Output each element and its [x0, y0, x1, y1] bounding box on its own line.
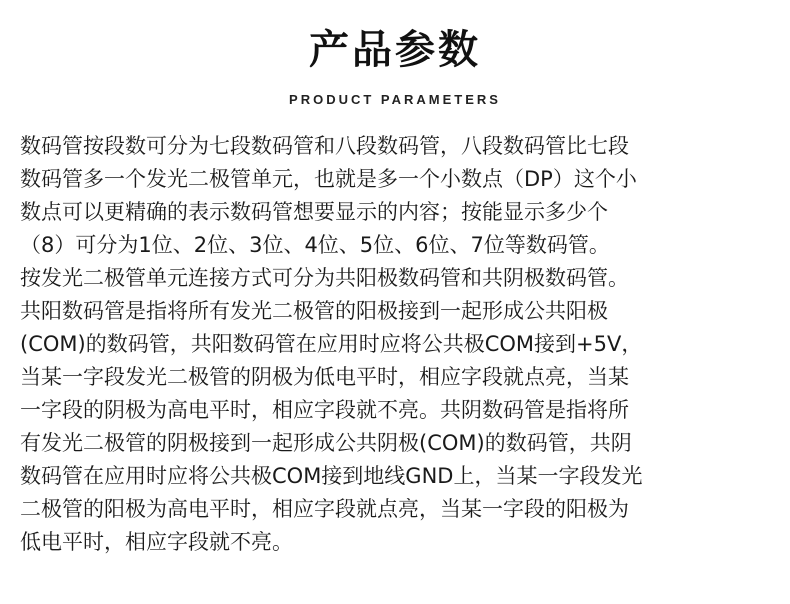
text-line: 低电平时，相应字段就不亮。 — [20, 530, 293, 554]
text-line: 数码管多一个发光二极管单元，也就是多一个小数点（DP）这个小 — [20, 167, 637, 191]
text-line: 数码管在应用时应将公共极COM接到地线GND上，当某一字段发光 — [20, 464, 643, 488]
text-line: 当某一字段发光二极管的阴极为低电平时，相应字段就点亮，当某 — [20, 365, 629, 389]
text-line: 按发光二极管单元连接方式可分为共阳极数码管和共阴极数码管。 — [20, 266, 629, 290]
text-line: 一字段的阴极为高电平时，相应字段就不亮。共阴数码管是指将所 — [20, 398, 629, 422]
text-line: (COM)的数码管，共阳数码管在应用时应将公共极COM接到+5V， — [20, 332, 643, 356]
page-title: 产品参数 — [309, 27, 481, 73]
text-line: 有发光二极管的阴极接到一起形成公共阴极(COM)的数码管，共阴 — [20, 431, 632, 455]
description-text-block — [20, 130, 760, 559]
text-line: 数点可以更精确的表示数码管想要显示的内容；按能显示多少个 — [20, 200, 608, 224]
text-line: 共阳数码管是指将所有发光二极管的阳极接到一起形成公共阳极 — [20, 299, 608, 323]
text-line: （8）可分为1位、2位、3位、4位、5位、6位、7位等数码管。 — [20, 233, 610, 257]
page-subtitle: PRODUCT PARAMETERS — [289, 92, 501, 107]
text-line: 数码管按段数可分为七段数码管和八段数码管，八段数码管比七段 — [20, 134, 629, 158]
page-header — [0, 22, 790, 108]
text-line: 二极管的阳极为高电平时，相应字段就点亮，当某一字段的阳极为 — [20, 497, 629, 521]
